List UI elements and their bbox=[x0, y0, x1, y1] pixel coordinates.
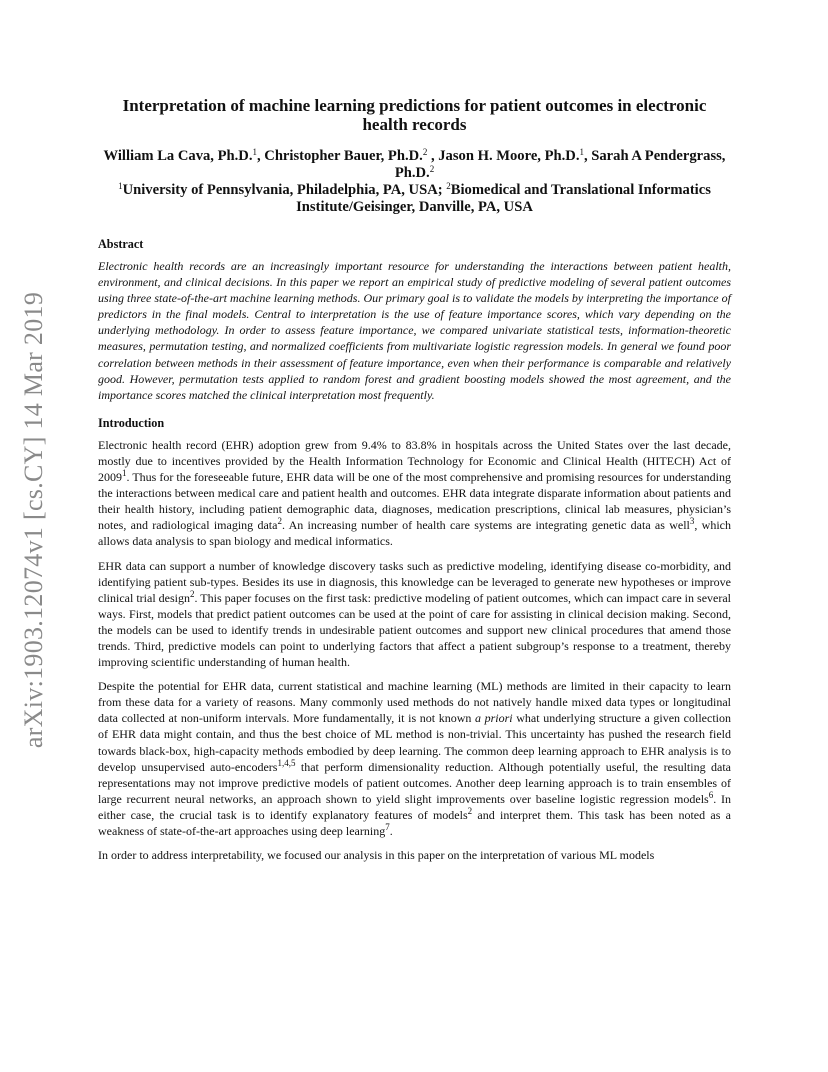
author-name: William La Cava, Ph.D. bbox=[103, 148, 253, 164]
arxiv-side-stamp: arXiv:1903.12074v1 [cs.CY] 14 Mar 2019 bbox=[19, 291, 48, 749]
text-run: and interpret them. This task has been noted as a weakness of state-of-the-art approaches using deep learning bbox=[98, 807, 731, 838]
emphasis-text: a priori bbox=[475, 711, 513, 726]
citation-marker: 2 bbox=[277, 516, 282, 527]
affiliations bbox=[98, 182, 731, 216]
citation-marker: 2 bbox=[190, 588, 195, 599]
author-affil-marker: 1 bbox=[252, 147, 257, 157]
text-run: , which allows data analysis to span biology and medical informatics. bbox=[98, 518, 731, 549]
abstract-text: Electronic health records are an increasingly important resource for understanding the interactions between patient health, environment, and clinical decisions. In this paper we report an empirical study of predictive modeling of several patient outcomes using three state-of-the-art machine learning methods. Our primary goal is to validate the models by interpreting the importance of predictors in the final models. Central to interpretation is the use of feature importance scores, which vary depending on the underlying methodology. In order to assess feature importance, we compared univariate statistical tests, information-theoretic measures, permutation testing, and normalized coefficients from multivariate logistic regression models. In general we found poor correlation between methods in their assessment of feature importance, even when their performance is comparable and relatively good. However, permutation tests applied to random forest and gradient boosting models showed the most agreement, and the importance scores matched the clinical interpretation most frequently. bbox=[98, 259, 731, 402]
author-affil-marker: 2 bbox=[422, 147, 428, 157]
author-affil-marker: 2 bbox=[429, 164, 435, 174]
author-name: , Jason H. Moore, Ph.D. bbox=[427, 148, 580, 164]
affiliation-1: University of Pennsylvania, Philadelphia, PA, USA; bbox=[122, 182, 447, 198]
text-run: EHR data can support a number of knowledge discovery tasks such as predictive modeling, identifying disease co-morbidity, and identifying patient sub-types. Besides its use in diagnosis, this knowledge can be leveraged to generate new hypotheses or improve clinical trial design bbox=[98, 558, 731, 605]
text-run: . An increasing number of health care systems are integrating genetic data as well bbox=[281, 518, 690, 533]
text-run: In order to address interpretability, we focused our analysis in this paper on the interpretation of various ML models bbox=[98, 848, 655, 863]
author-name: , Sarah A Pendergrass, Ph.D. bbox=[394, 148, 726, 181]
text-run: what underlying structure a given collection of EHR data might contain, and thus the best choice of ML method is non-trivial. This uncertainty has pushed the research field towards black-box, high-capacity methods embodied by deep learning. The common deep learning approach to EHR analysis is to develop unsupervised auto-encoders bbox=[98, 711, 731, 774]
intro-paragraph-1 bbox=[98, 437, 731, 550]
affil-marker: 2 bbox=[446, 181, 451, 191]
intro-paragraph-2 bbox=[98, 558, 731, 671]
affiliation-2: Biomedical and Translational Informatics Institute/Geisinger, Danville, PA, USA bbox=[296, 182, 711, 215]
intro-paragraph-4 bbox=[98, 847, 731, 863]
citation-marker: 1,4,5 bbox=[277, 757, 296, 768]
author-list bbox=[98, 148, 731, 182]
text-run: . Thus for the foreseeable future, EHR data will be one of the most comprehensive and promising resources for understanding the interactions between medical care and patient health and outcomes. EHR data integrate disparate information about patients and their health history, including patient demographic data, diagnoses, medication prescriptions, clinical lab measures, physician’s notes, and radiological imaging data bbox=[98, 470, 731, 533]
abstract-heading: Abstract bbox=[98, 237, 144, 251]
intro-paragraph-3 bbox=[98, 678, 731, 839]
text-run: Electronic health record (EHR) adoption grew from 9.4% to 83.8% in hospitals across the United States over the last decade, mostly due to incentives provided by the Health Information Technology for Economic and Clinical Health (HITECH) Act of 2009 bbox=[98, 437, 731, 485]
author-affil-marker: 1 bbox=[579, 147, 584, 157]
text-run: . This paper focuses on the first task: predictive modeling of patient outcomes, which can impact care in several ways. First, models that predict patient outcomes can be used at the point of care for assisting in clinical decision making. Second, the models can be used to identify trends in undesirable patient outcomes and support new clinical procedures that amend those trends. Third, predictive models can point to underlying factors that affect a patient subgroup’s response to a treatment, thereby improving scientific understanding of human health. bbox=[98, 590, 731, 670]
paper-page bbox=[98, 96, 731, 871]
author-name: , Christopher Bauer, Ph.D. bbox=[256, 148, 423, 164]
citation-marker: 2 bbox=[467, 805, 473, 816]
introduction-heading: Introduction bbox=[98, 415, 165, 430]
citation-marker: 1 bbox=[122, 468, 127, 479]
text-run: Despite the potential for EHR data, current statistical and machine learning (ML) methods are limited in their capacity to learn from these data for a variety of reasons. Many commonly used methods do not natively handle mixed data types or longitudinal data collected at non-uniform intervals. More fundamentally, it is not known bbox=[98, 679, 731, 726]
text-run: that perform dimensionality reduction. Although potentially useful, the resulting data representations may not improve predictive models of patient outcomes. Another deep learning approach is to train ensembles of large recurrent neural networks, an approach shown to yield slight improvements over baseline logistic regression models bbox=[98, 759, 731, 806]
text-run: . bbox=[389, 824, 393, 838]
paper-title: Interpretation of machine learning predictions for patient outcomes in electronic health records bbox=[122, 96, 707, 134]
affil-marker: 1 bbox=[118, 181, 123, 191]
citation-marker: 3 bbox=[689, 516, 695, 527]
citation-marker: 7 bbox=[385, 822, 390, 832]
citation-marker: 6 bbox=[708, 789, 714, 800]
text-run: . In either case, the crucial task is to identify explanatory features of models bbox=[98, 791, 731, 822]
